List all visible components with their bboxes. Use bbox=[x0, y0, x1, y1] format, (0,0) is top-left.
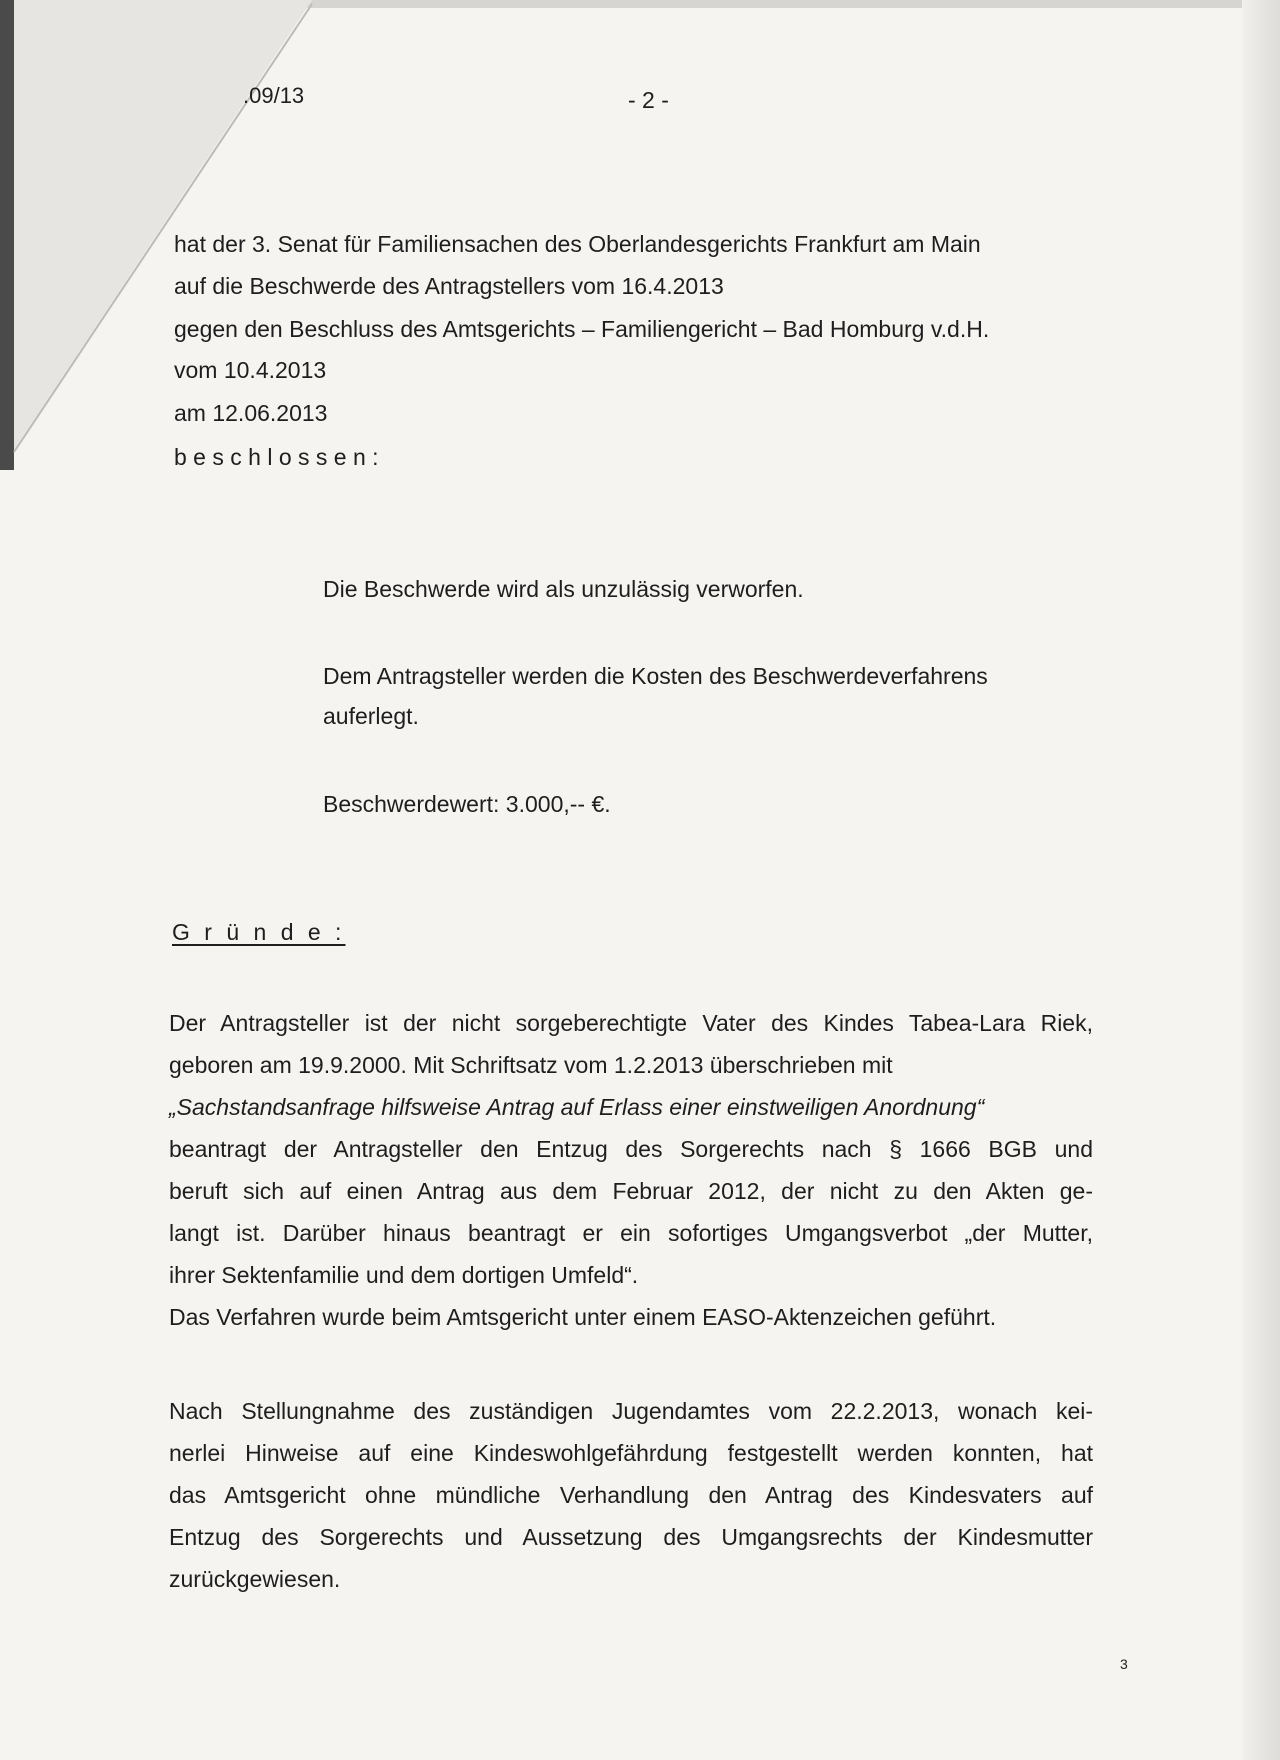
page-marker: - 2 - bbox=[628, 87, 669, 113]
intro-line-3: gegen den Beschluss des Amtsgerichts – Familiengericht – Bad Homburg v.d.H. bbox=[174, 316, 990, 342]
paragraph-line: Entzug des Sorgerechts und Aussetzung des Umgangsrechts der Kindesmutter bbox=[169, 1524, 1093, 1550]
paragraph-line: zurückgewiesen. bbox=[169, 1566, 341, 1592]
ruling-value: Beschwerdewert: 3.000,-- €. bbox=[323, 791, 611, 817]
paragraph-line: beruft sich auf einen Antrag aus dem Februar 2012, der nicht zu den Akten ge- bbox=[169, 1178, 1093, 1204]
paragraph-line: Der Antragsteller ist der nicht sorgeberechtigte Vater des Kindes Tabea-Lara Riek, bbox=[169, 1010, 1093, 1036]
paragraph-line: geboren am 19.9.2000. Mit Schriftsatz vom 1.2.2013 überschrieben mit bbox=[169, 1052, 893, 1078]
paragraph-line: Nach Stellungnahme des zuständigen Jugendamtes vom 22.2.2013, wonach kei- bbox=[169, 1398, 1093, 1424]
reasons-paragraph-2 bbox=[169, 1390, 1093, 1600]
reasons-paragraph-1 bbox=[169, 1002, 1093, 1338]
intro-line-1: hat der 3. Senat für Familiensachen des Oberlandesgerichts Frankfurt am Main bbox=[174, 231, 981, 257]
intro-line-5: am 12.06.2013 bbox=[174, 400, 328, 426]
scan-right-edge bbox=[1242, 0, 1280, 1760]
page-number: 3 bbox=[1120, 1656, 1128, 1672]
ruling-costs-line-1: Dem Antragsteller werden die Kosten des Beschwerdeverfahrens bbox=[323, 663, 988, 689]
file-reference: .09/13 bbox=[243, 83, 305, 108]
paragraph-line: ihrer Sektenfamilie und dem dortigen Umfeld“. bbox=[169, 1262, 639, 1288]
reasons-heading: G r ü n d e : bbox=[172, 919, 346, 945]
paragraph-line: „Sachstandsanfrage hilfsweise Antrag auf Erlass einer einstweiligen Anordnung“ bbox=[169, 1094, 985, 1120]
intro-line-4: vom 10.4.2013 bbox=[174, 357, 327, 383]
ruling-costs-line-2: auferlegt. bbox=[323, 703, 419, 729]
paragraph-line: beantragt der Antragsteller den Entzug des Sorgerechts nach § 1666 BGB und bbox=[169, 1136, 1093, 1162]
intro-line-2: auf die Beschwerde des Antragstellers vom 16.4.2013 bbox=[174, 273, 724, 299]
paragraph-line: Das Verfahren wurde beim Amtsgericht unter einem EASO-Aktenzeichen geführt. bbox=[169, 1304, 997, 1330]
resolved-heading: b e s c h l o s s e n : bbox=[174, 444, 379, 470]
paragraph-line: das Amtsgericht ohne mündliche Verhandlung den Antrag des Kindesvaters auf bbox=[169, 1482, 1093, 1508]
ruling-dismissal: Die Beschwerde wird als unzulässig verworfen. bbox=[323, 576, 804, 602]
paragraph-line: langt ist. Darüber hinaus beantragt er ein sofortiges Umgangsverbot „der Mutter, bbox=[169, 1220, 1093, 1246]
paragraph-line: nerlei Hinweise auf eine Kindeswohlgefährdung festgestellt werden konnten, hat bbox=[169, 1440, 1093, 1466]
